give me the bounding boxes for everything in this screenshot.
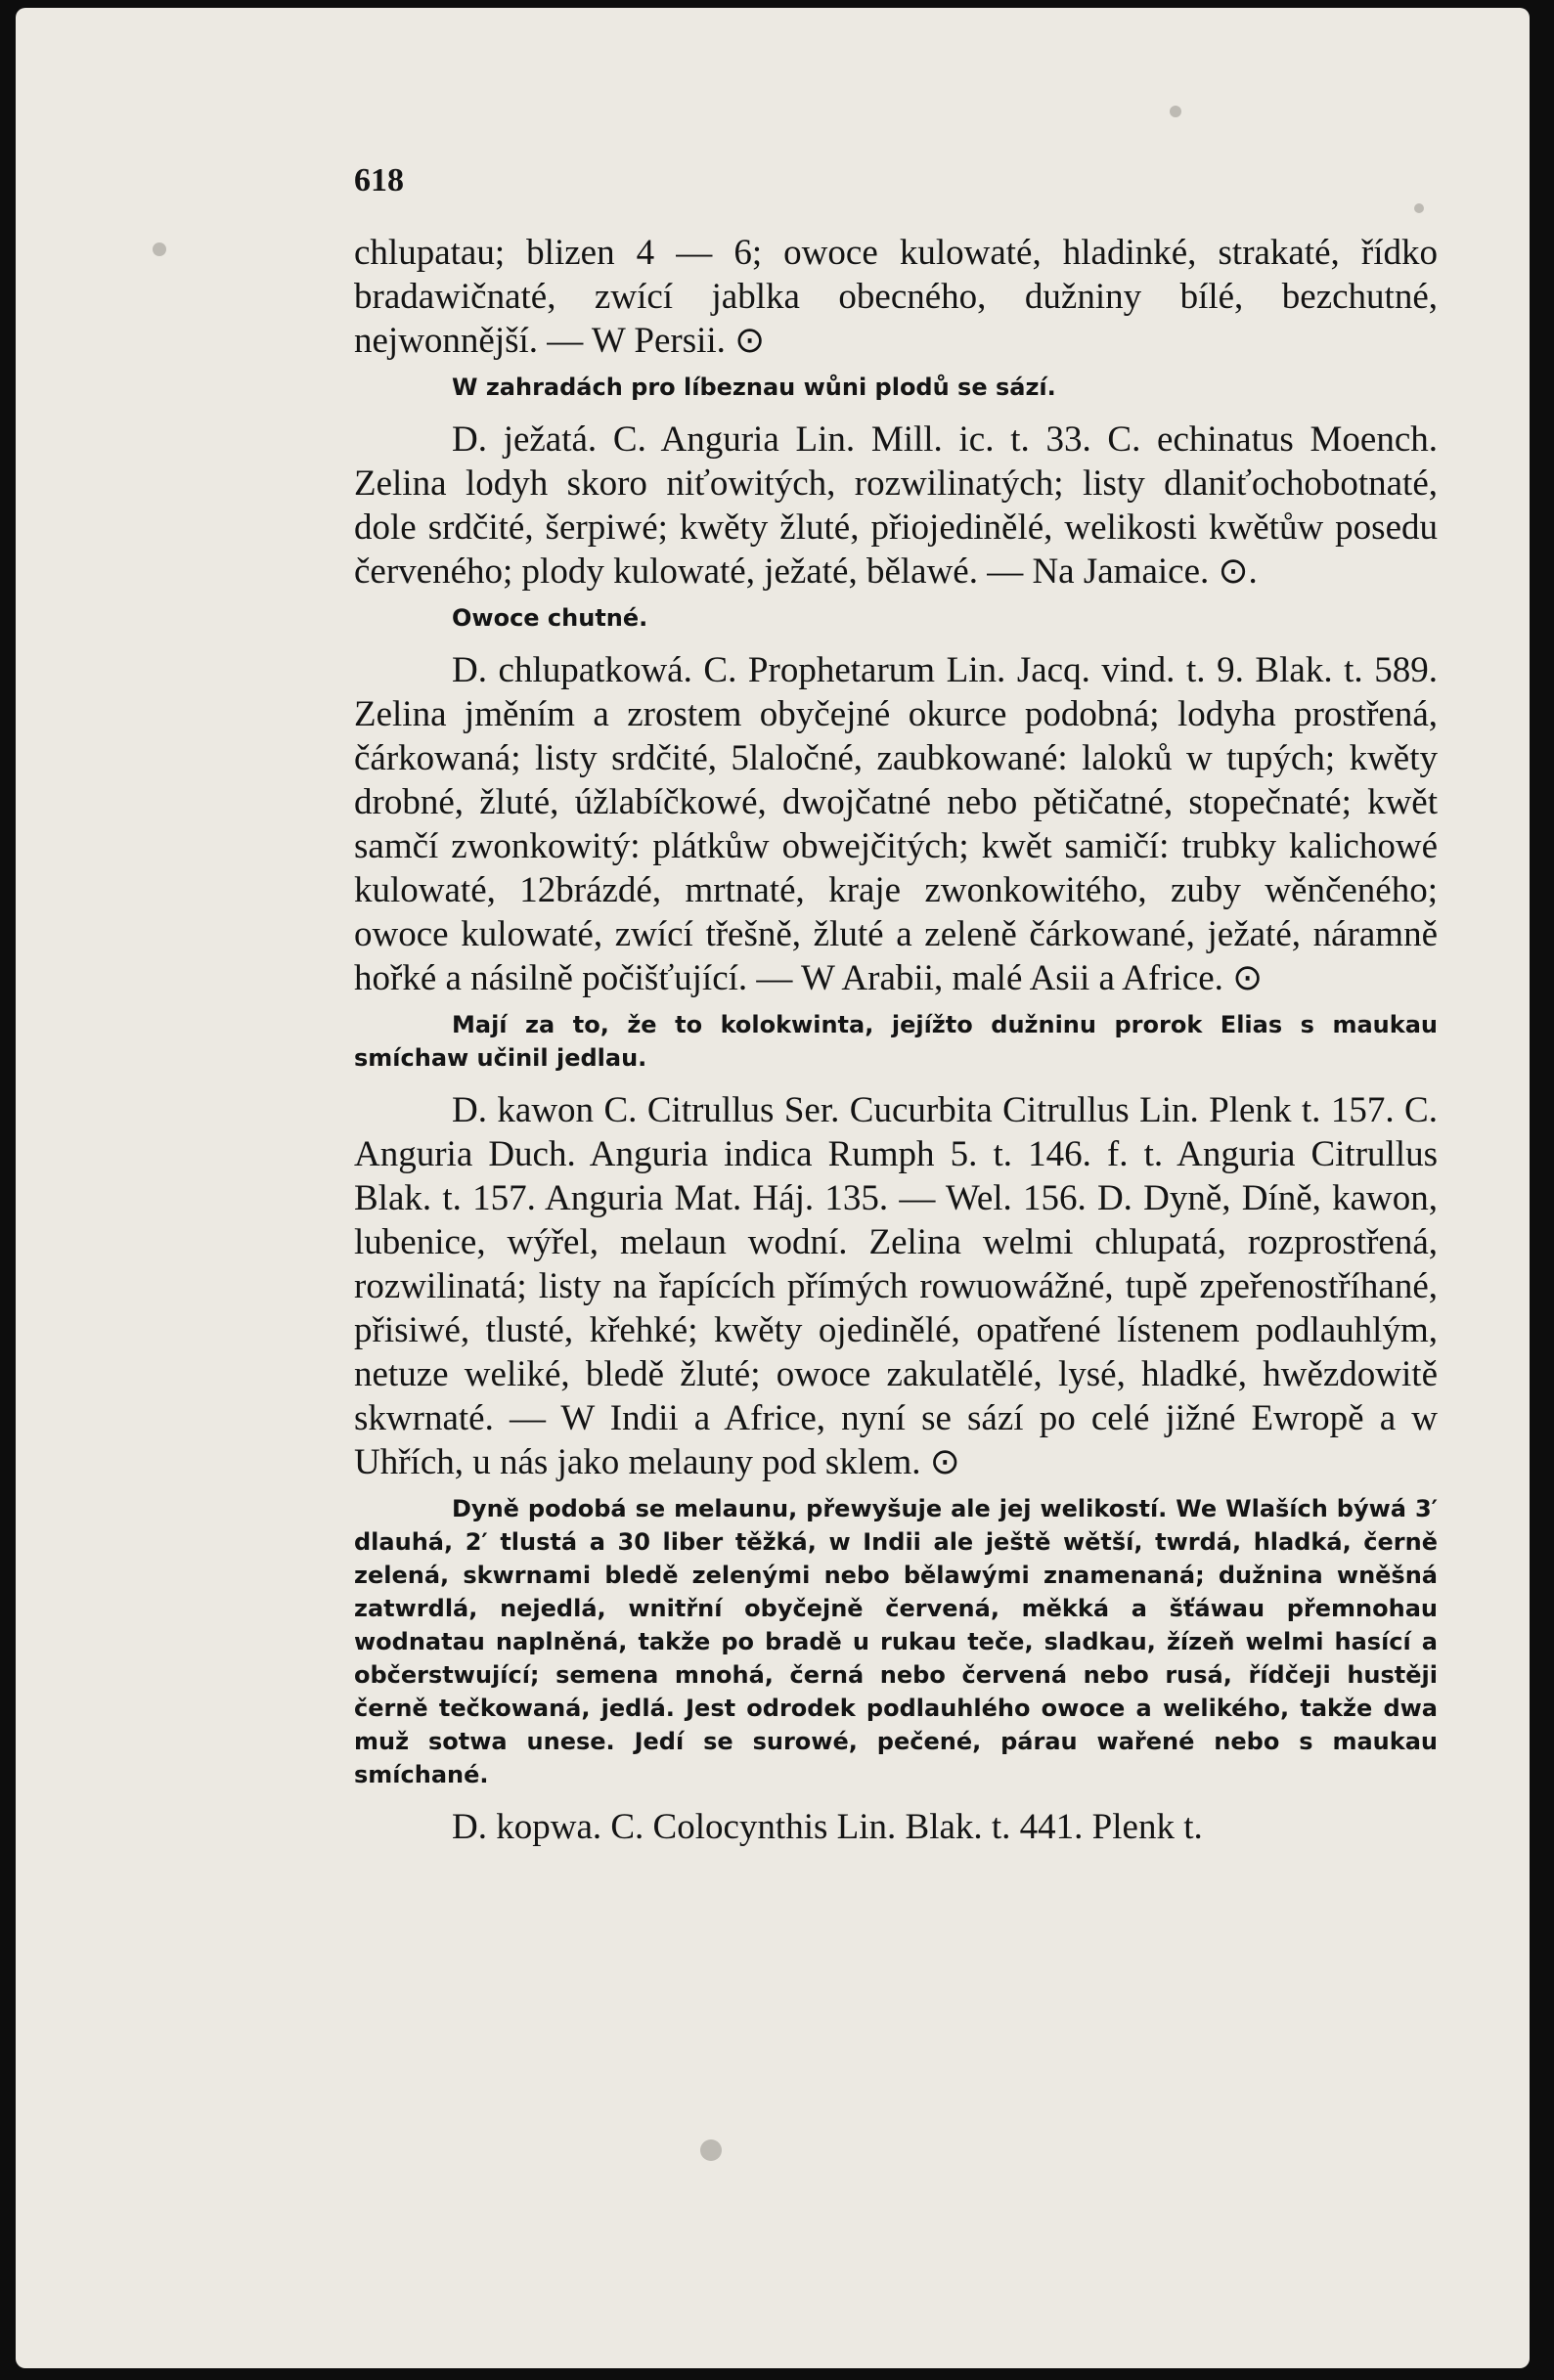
book-page (16, 8, 1530, 2368)
note-1: W zahradách pro líbeznau wůni plodů se sází. (452, 374, 1056, 401)
paragraph-body-1: chlupatau; blizen 4 — 6; owoce kulowaté, hladinké, strakaté, řídko bradawičnaté, zwící jablka obecného, dužniny bílé, bezchutné, nejwonnější. — W Persii. ⊙ (354, 233, 1438, 361)
paragraph-body-4: D. kawon C. Citrullus Ser. Cucurbita Citrullus Lin. Plenk t. 157. C. Anguria Duch. Anguria indica Rumph 5. t. 146. f. t. Anguria Citrullus Blak. t. 157. Anguria Mat. Háj. 135. — Wel. 156. D. Dyně, Díně, kawon, lubenice, wýřel, melaun wodní. Zelina welmi chlupatá, rozprostřená, rozwilinatá; listy na řapících přímých rowuowážné, tupě zpeřenostříhané, přisiwé, tlusté, křehké; kwěty ojedinělé, opatřené lístenem podlauhlým, netuze weliké, bledě žluté; owoce zakulatělé, lysé, hladké, hwězdowitě skwrnaté. — W Indii a Africe, nyní se sází po celé jižné Ewropě a w Uhřích, u nás jako melauny pod sklem. ⊙ (354, 1090, 1438, 1482)
paper-speck (153, 242, 166, 256)
paragraph-body-5: D. kopwa. C. Colocynthis Lin. Blak. t. 441. Plenk t. (452, 1807, 1203, 1847)
paragraph-body-3: D. chlupatkowá. C. Prophetarum Lin. Jacq. vind. t. 9. Blak. t. 589. Zelina jměním a zrostem obyčejné okurce podobná; lodyha prostřená, čárkowaná; listy srdčité, 5laločné, zaubkowané: laloků w tupých; kwěty drobné, žluté, úžlabíčkowé, dwojčatné nebo pětičatné, stopečnaté; kwět samčí zwonkowitý: plátkůw obwejčitých; kwět samičí: trubky kalichowé kulowaté, 12brázdé, mrtnaté, kraje zwonkowitého, zuby wěnčeného; owoce kulowaté, zwící třešně, žluté a zeleně čárkowané, ježaté, náramně hořké a násilně počišťující. — W Arabii, malé Asii a Africe. ⊙ (354, 650, 1438, 998)
note-3: Mají za to, že to kolokwinta, jejížto dužninu prorok Elias s maukau smíchaw učinil jedlau. (354, 1011, 1438, 1072)
paragraph-body-2: D. ježatá. C. Anguria Lin. Mill. ic. t. 33. C. echinatus Moench. Zelina lodyh skoro niťowitých, rozwilinatých; listy dlaniťochobotnaté, dole srdčité, šerpiwé; kwěty žluté, přiojedinělé, welikosti kwětůw posedu červeného; plody kulowaté, ježaté, bělawé. — Na Jamaice. ⊙. (354, 419, 1438, 592)
page-text-block (354, 162, 1438, 1849)
note-2: Owoce chutné. (452, 604, 648, 632)
note-4: Dyně podobá se melaunu, přewyšuje ale jej welikostí. We Wlaších býwá 3′ dlauhá, 2′ tlustá a 30 liber těžká, w Indii ale ještě wětší, twrdá, hladká, černě zelená, skwrnami bledě zelenými nebo bělawými znamenaná; dužnina wněšná zatwrdlá, nejedlá, wnitřní obyčejně červená, měkká a šťáwau přemnohau wodnatau naplněná, takže po bradě u rukau teče, sladkau, žízeň welmi hasící a občerstwující; semena mnohá, černá nebo červená nebo rusá, řídčeji hustěji černě tečkowaná, jedlá. Jest odrodek podlauhlého owoce a welikého, takže dwa muž sotwa unese. Jedí se surowé, pečené, párau wařené nebo s maukau smíchané. (354, 1495, 1438, 1788)
page-number: 618 (354, 162, 404, 198)
paper-speck (700, 2139, 722, 2161)
paper-speck (1170, 106, 1181, 117)
